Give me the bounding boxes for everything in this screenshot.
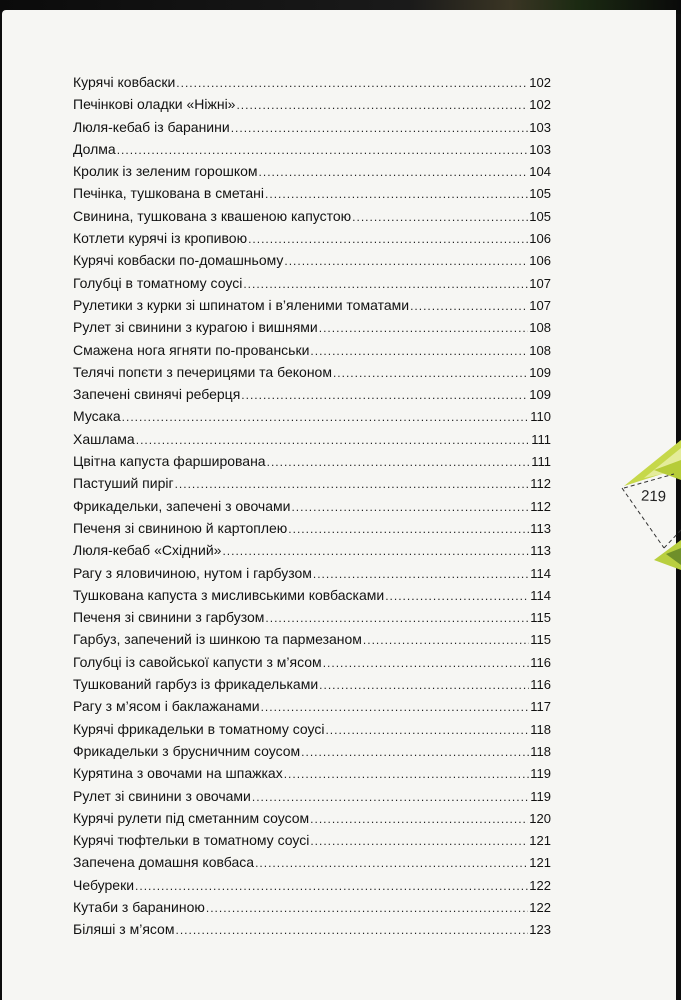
toc-entry-title: Телячі попєти з печерицями та беконом [73, 363, 332, 380]
toc-entry [73, 428, 551, 450]
toc-entry-title: Рулет зі свинини з курагою і вишнями [73, 319, 318, 336]
toc-entry [73, 316, 551, 338]
toc-entry [73, 517, 551, 539]
toc-entry [73, 249, 551, 271]
toc-dot-leader [310, 830, 528, 852]
toc-entry-page: 123 [529, 922, 551, 938]
toc-dot-leader [284, 250, 528, 272]
toc-dot-leader [117, 139, 529, 161]
toc-entry [73, 405, 551, 427]
toc-entry [73, 851, 551, 873]
toc-dot-leader [252, 786, 529, 808]
toc-entry [73, 628, 551, 650]
toc-dot-leader [136, 429, 531, 451]
toc-entry-title: Фрикадельки з брусничним соусом [73, 742, 301, 759]
toc-entry [73, 918, 551, 940]
toc-entry-page: 102 [529, 97, 551, 113]
toc-dot-leader [261, 696, 530, 718]
toc-entry-title: Хашлама [73, 430, 135, 447]
chapter-tab-decoration [614, 440, 681, 570]
toc-dot-leader [206, 897, 528, 919]
toc-entry [73, 606, 551, 628]
toc-entry-title: Курятина з овочами на шпажках [73, 765, 283, 782]
toc-dot-leader [236, 94, 528, 116]
toc-dot-leader [222, 540, 529, 562]
toc-entry-page: 105 [529, 208, 551, 224]
toc-dot-leader [175, 473, 530, 495]
toc-entry-title: Чебуреки [73, 876, 135, 893]
toc-entry-page: 106 [529, 231, 551, 247]
toc-entry-title: Рагу з яловичиною, нутом і гарбузом [73, 564, 312, 581]
toc-entry-page: 107 [529, 297, 551, 313]
toc-dot-leader [310, 340, 528, 362]
toc-entry-page: 114 [530, 587, 551, 603]
toc-entry [73, 651, 551, 673]
toc-entry [73, 93, 551, 115]
toc-entry [73, 182, 551, 204]
toc-entry-title: Кролик із зеленим горошком [73, 163, 258, 180]
toc-entry-title: Біляші з м’ясом [73, 921, 175, 938]
toc-entry [73, 472, 551, 494]
toc-dot-leader [385, 585, 529, 607]
toc-dot-leader [325, 719, 529, 741]
toc-dot-leader [319, 317, 529, 339]
toc-entry-title: Курячі ковбаски по-домашньому [73, 252, 284, 269]
toc-entry [73, 339, 551, 361]
toc-entry [73, 272, 551, 294]
toc-entry-title: Гарбуз, запечений із шинкою та пармезаном [73, 631, 362, 648]
toc-dot-leader [323, 652, 530, 674]
toc-dot-leader [135, 875, 528, 897]
toc-entry-page: 121 [529, 833, 551, 849]
toc-entry [73, 673, 551, 695]
toc-dot-leader [288, 518, 529, 540]
toc-dot-leader [410, 295, 528, 317]
toc-entry-title: Рулетики з курки зі шпинатом і в’яленими томатами [73, 296, 410, 313]
toc-entry [73, 138, 551, 160]
toc-entry [73, 718, 551, 740]
toc-entry-page: 111 [531, 431, 551, 447]
toc-entry [73, 539, 551, 561]
toc-entry-page: 106 [529, 253, 551, 269]
toc-entry [73, 71, 551, 93]
toc-dot-leader [363, 629, 529, 651]
toc-entry-page: 121 [529, 855, 551, 871]
toc-entry [73, 383, 551, 405]
toc-dot-leader [267, 451, 531, 473]
toc-entry-page: 120 [529, 810, 551, 826]
toc-entry-page: 112 [530, 498, 551, 514]
toc-dot-leader [313, 563, 529, 585]
toc-dot-leader [265, 607, 529, 629]
toc-entry-page: 119 [530, 788, 551, 804]
toc-entry [73, 450, 551, 472]
toc-entry-title: Печінкові оладки «Ніжні» [73, 96, 236, 113]
toc-entry-page: 109 [529, 364, 551, 380]
toc-dot-leader [243, 273, 528, 295]
toc-entry-title: Цвітна капуста фарширована [73, 453, 266, 470]
toc-entry [73, 785, 551, 807]
toc-dot-leader [265, 183, 528, 205]
toc-entry-page: 115 [530, 632, 551, 648]
toc-entry [73, 205, 551, 227]
toc-entry-title: Запечена домашня ковбаса [73, 854, 255, 871]
toc-entry-page: 107 [529, 275, 551, 291]
toc-dot-leader [122, 406, 530, 428]
toc-entry [73, 160, 551, 182]
page-number: 219 [640, 487, 667, 506]
toc-dot-leader [255, 852, 528, 874]
toc-entry-title: Запечені свинячі реберця [73, 386, 241, 403]
toc-entry-page: 104 [529, 164, 551, 180]
toc-entry [73, 562, 551, 584]
toc-dot-leader [310, 808, 528, 830]
toc-entry-title: Тушкований гарбуз із фрикадельками [73, 676, 319, 693]
toc-entry-page: 108 [529, 320, 551, 336]
toc-entry-page: 114 [530, 565, 551, 581]
toc-entry-title: Курячі тюфтельки в томатному соусі [73, 832, 310, 849]
toc-entry-page: 116 [530, 654, 551, 670]
toc-entry [73, 874, 551, 896]
toc-entry-title: Долма [73, 140, 116, 157]
toc-entry [73, 762, 551, 784]
toc-entry-title: Печінка, тушкована в сметані [73, 185, 265, 202]
toc-entry [73, 695, 551, 717]
toc-entry-title: Голубці в томатному соусі [73, 274, 243, 291]
toc-dot-leader [301, 741, 529, 763]
toc-entry [73, 116, 551, 138]
toc-entry-page: 108 [529, 342, 551, 358]
toc-entry-title: Смажена нога ягняти по-прованськи [73, 341, 310, 358]
toc-entry [73, 495, 551, 517]
toc-entry-title: Кутаби з бараниною [73, 898, 205, 915]
toc-entry-page: 116 [530, 677, 551, 693]
toc-entry-title: Рагу з м’ясом і баклажанами [73, 698, 260, 715]
toc-entry-title: Фрикадельки, запечені з овочами [73, 497, 291, 514]
toc-entry-title: Рулет зі свинини з овочами [73, 787, 251, 804]
toc-dot-leader [284, 763, 530, 785]
toc-entry [73, 294, 551, 316]
toc-entry-page: 103 [529, 141, 551, 157]
toc-entry-page: 105 [529, 186, 551, 202]
toc-entry-page: 118 [530, 721, 551, 737]
toc-entry-title: Курячі ковбаски [73, 74, 176, 90]
toc-entry-title: Курячі рулети під сметанним соусом [73, 809, 310, 826]
toc-dot-leader [175, 919, 528, 941]
toc-entry-page: 109 [529, 387, 551, 403]
toc-entry-page: 102 [529, 75, 551, 90]
toc-entry [73, 829, 551, 851]
toc-entry-page: 118 [530, 743, 551, 759]
toc-dot-leader [319, 674, 529, 696]
toc-entry-title: Печеня зі свининою й картоплею [73, 519, 288, 536]
toc-entry-title: Тушкована капуста з мисливськими ковбасками [73, 586, 385, 603]
toc-entry-title: Свинина, тушкована з квашеною капустою [73, 207, 352, 224]
toc-entry [73, 584, 551, 606]
toc-entry [73, 896, 551, 918]
toc-dot-leader [352, 206, 528, 228]
toc-dot-leader [241, 384, 528, 406]
toc-entry-page: 113 [530, 543, 551, 559]
toc-entry-title: Мусака [73, 408, 121, 425]
toc-entry-title: Люля-кебаб із баранини [73, 118, 230, 135]
toc-entry-title: Пастуший пиріг [73, 475, 174, 492]
toc-dot-leader [259, 161, 529, 183]
toc-entry-title: Курячі фрикадельки в томатному соусі [73, 720, 325, 737]
toc-entry [73, 361, 551, 383]
toc-entry-page: 117 [530, 699, 551, 715]
toc-dot-leader [231, 117, 529, 139]
toc-entry [73, 740, 551, 762]
toc-entry-page: 122 [529, 899, 551, 915]
toc-entry-page: 122 [529, 877, 551, 893]
toc-entry-page: 112 [530, 476, 551, 492]
toc-entry-title: Котлети курячі із кропивою [73, 230, 248, 247]
toc-dot-leader [333, 362, 528, 384]
toc-entry-page: 113 [530, 520, 551, 536]
toc-dot-leader [291, 496, 529, 518]
toc-entry [73, 807, 551, 829]
toc-entry-page: 115 [530, 610, 551, 626]
table-of-contents [73, 71, 551, 941]
toc-entry-title: Голубці із савойської капусти з м’ясом [73, 653, 322, 670]
toc-dot-leader [248, 228, 528, 250]
toc-entry-page: 111 [531, 454, 551, 470]
toc-entry-page: 110 [530, 409, 551, 425]
toc-dot-leader [176, 72, 528, 94]
toc-entry-page: 103 [529, 119, 551, 135]
toc-entry-title: Печеня зі свинини з гарбузом [73, 609, 265, 626]
toc-entry-page: 119 [530, 766, 551, 782]
toc-entry-title: Люля-кебаб «Східний» [73, 542, 222, 559]
toc-entry [73, 227, 551, 249]
